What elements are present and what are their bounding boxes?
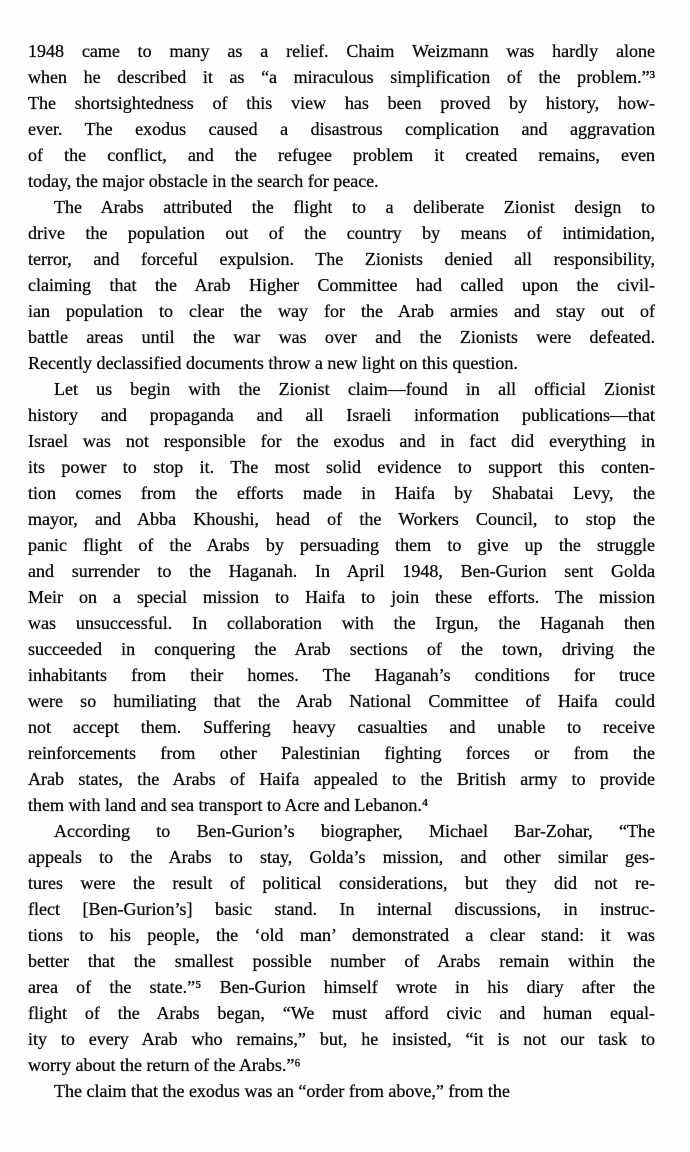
text-line: The shortsightedness of this view has been proved by history, how- — [28, 93, 655, 113]
text-line: of the conflict, and the refugee problem it created remains, even — [28, 145, 655, 165]
text-line: Let us begin with the Zionist claim—found in all official Zionist — [54, 379, 655, 399]
text-line: today, the major obstacle in the search for peace. — [28, 171, 379, 191]
text-line: Recently declassified documents throw a new light on this question. — [28, 353, 518, 373]
paragraph-1 — [28, 38, 655, 194]
text-line: inhabitants from their homes. The Haganah’s conditions for truce — [28, 665, 655, 685]
text-line: Meir on a special mission to Haifa to join these efforts. The mission — [28, 587, 655, 607]
paragraph-3 — [28, 376, 655, 818]
text-line: ity to every Arab who remains,” but, he insisted, “it is not our task to — [28, 1029, 655, 1049]
text-line: worry about the return of the Arabs.”⁶ — [28, 1055, 301, 1075]
text-line: claiming that the Arab Higher Committee had called upon the civil- — [28, 275, 655, 295]
text-line: terror, and forceful expulsion. The Zionists denied all responsibility, — [28, 249, 655, 269]
text-line: The claim that the exodus was an “order from above,” from the — [54, 1081, 510, 1101]
text-line: appeals to the Arabs to stay, Golda’s mission, and other similar ges- — [28, 847, 655, 867]
text-block — [28, 38, 655, 1104]
text-line: were so humiliating that the Arab National Committee of Haifa could — [28, 691, 655, 711]
text-line: 1948 came to many as a relief. Chaim Weizmann was hardly alone — [28, 41, 655, 61]
text-line: was unsuccessful. In collaboration with the Irgun, the Haganah then — [28, 613, 655, 633]
text-line: battle areas until the war was over and the Zionists were defeated. — [28, 327, 655, 347]
paragraph-2 — [28, 194, 655, 376]
text-line: them with land and sea transport to Acre and Lebanon.⁴ — [28, 795, 429, 815]
text-line: tures were the result of political considerations, but they did not re- — [28, 873, 655, 893]
text-line: Israel was not responsible for the exodus and in fact did everything in — [28, 431, 655, 451]
text-line: tions to his people, the ‘old man’ demonstrated a clear stand: it was — [28, 925, 655, 945]
text-line: succeeded in conquering the Arab sections of the town, driving the — [28, 639, 655, 659]
text-line: The Arabs attributed the flight to a deliberate Zionist design to — [54, 197, 655, 217]
text-line: not accept them. Suffering heavy casualties and unable to receive — [28, 717, 655, 737]
paragraph-5 — [28, 1078, 655, 1104]
text-line: ever. The exodus caused a disastrous complication and aggravation — [28, 119, 655, 139]
text-line: flight of the Arabs began, “We must afford civic and human equal- — [28, 1003, 655, 1023]
text-line: According to Ben-Gurion’s biographer, Michael Bar-Zohar, “The — [54, 821, 655, 841]
text-line: and surrender to the Haganah. In April 1948, Ben-Gurion sent Golda — [28, 561, 655, 581]
text-line: when he described it as “a miraculous simplification of the problem.”³ — [28, 67, 655, 87]
text-line: better that the smallest possible number of Arabs remain within the — [28, 951, 655, 971]
text-line: area of the state.”⁵ Ben-Gurion himself wrote in his diary after the — [28, 977, 655, 997]
text-line: mayor, and Abba Khoushi, head of the Workers Council, to stop the — [28, 509, 655, 529]
text-line: flect [Ben-Gurion’s] basic stand. In internal discussions, in instruc- — [28, 899, 655, 919]
text-line: Arab states, the Arabs of Haifa appealed to the British army to provide — [28, 769, 655, 789]
text-line: reinforcements from other Palestinian fighting forces or from the — [28, 743, 655, 763]
text-line: its power to stop it. The most solid evidence to support this conten- — [28, 457, 655, 477]
text-line: panic flight of the Arabs by persuading them to give up the struggle — [28, 535, 655, 555]
text-line: ian population to clear the way for the Arab armies and stay out of — [28, 301, 655, 321]
text-line: history and propaganda and all Israeli information publications—that — [28, 405, 655, 425]
paragraph-4 — [28, 818, 655, 1078]
text-line: drive the population out of the country by means of intimidation, — [28, 223, 655, 243]
text-line: tion comes from the efforts made in Haifa by Shabatai Levy, the — [28, 483, 655, 503]
